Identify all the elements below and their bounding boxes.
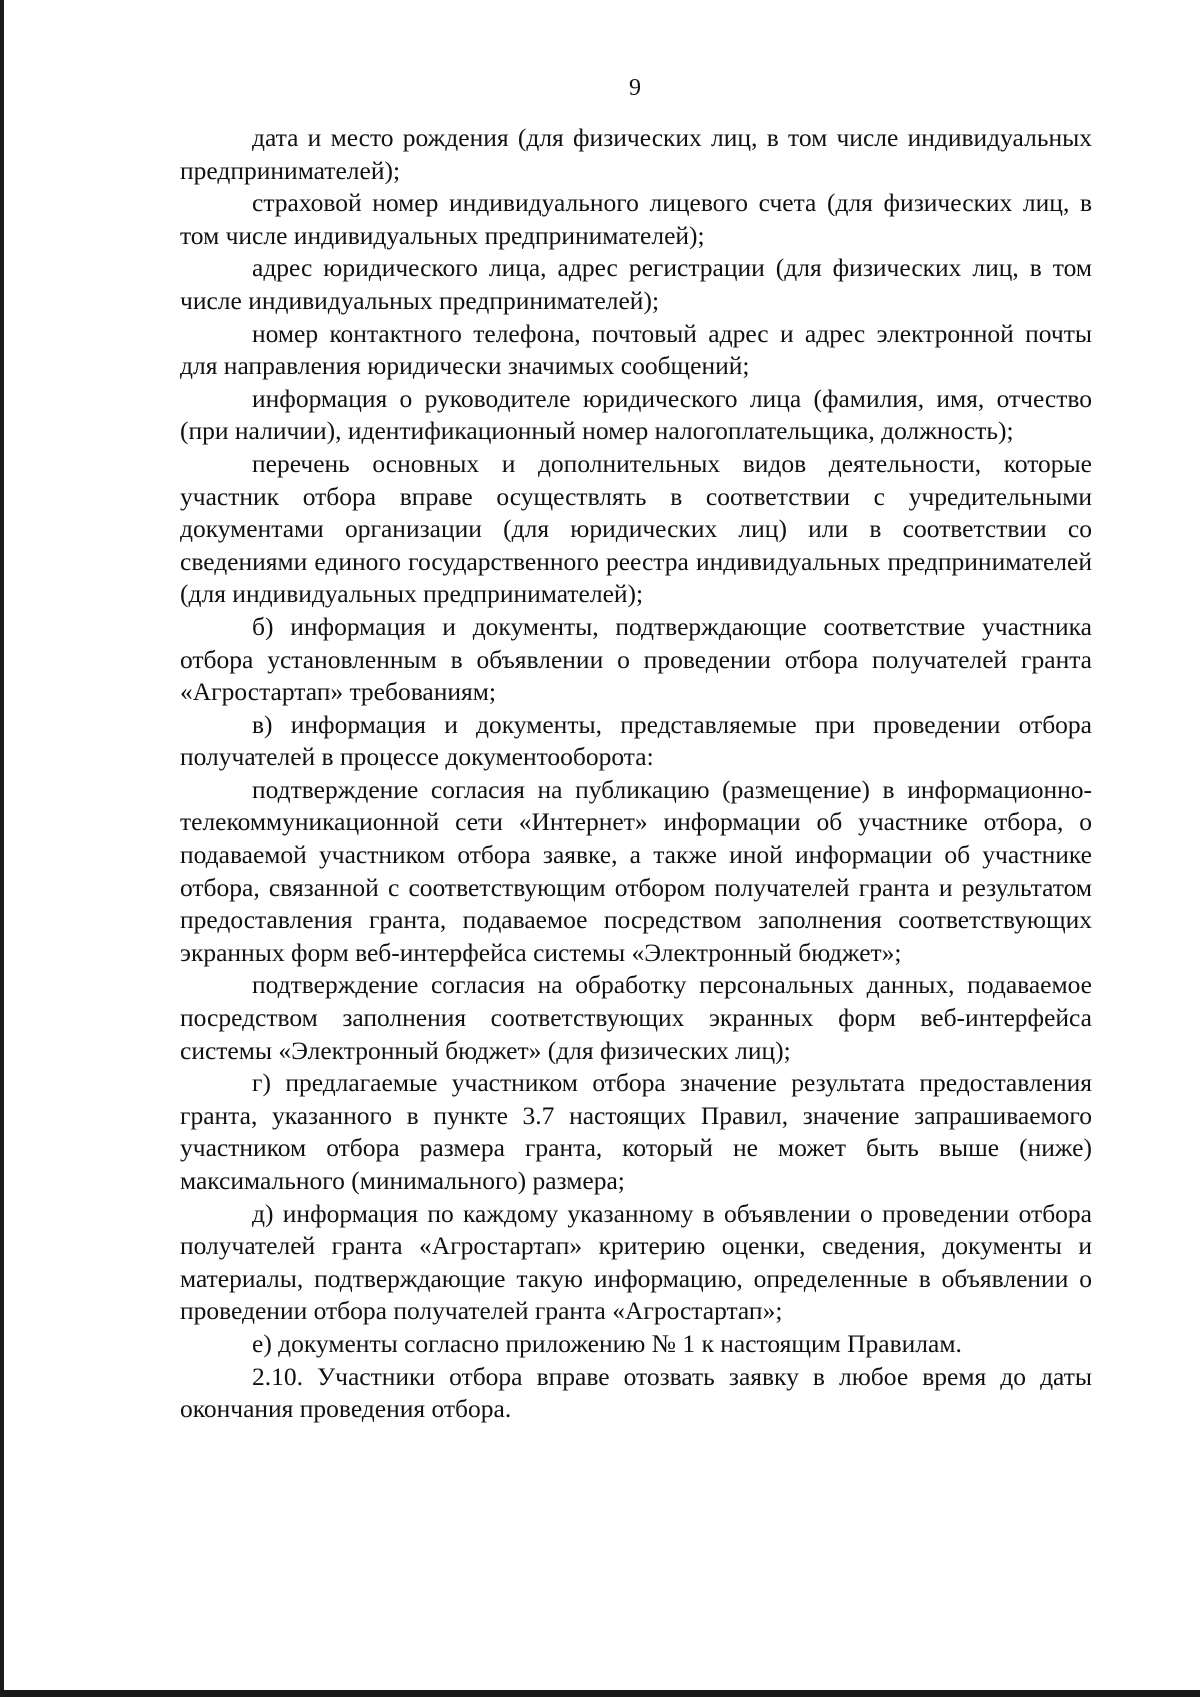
scan-edge-left: [0, 0, 4, 1697]
paragraph-2-10: 2.10. Участники отбора вправе отозвать заявку в любое время до даты окончания проведения отбора.: [180, 1361, 1092, 1424]
page-number: 9: [629, 75, 641, 101]
document-body: [180, 122, 1092, 1426]
paragraph-item-g: г) предлагаемые участником отбора значение результата предоставления гранта, указанного в пункте 3.7 настоящих Правил, значение запрашиваемого участником отбора размера гранта, который не может быть выше (ниже) максимального (минимального) размера;: [180, 1068, 1092, 1195]
paragraph-legal-address: адрес юридического лица, адрес регистрации (для физических лиц, в том числе индивидуальных предпринимателей);: [180, 253, 1092, 315]
paragraph-personal-data-consent: подтверждение согласия на обработку персональных данных, подаваемое посредством заполнения соответствующих экранных форм веб-интерфейса системы «Электронный бюджет» (для физических лиц);: [180, 970, 1092, 1065]
paragraph-birth-date-place: дата и место рождения (для физических лиц, в том числе индивидуальных предпринимателей);: [180, 123, 1092, 185]
paragraph-item-d: д) информация по каждому указанному в объявлении о проведении отбора получателей гранта «Агростартап» критерию оценки, сведения, документы и материалы, подтверждающие такую информацию, определенные в объявлении о проведении отбора получателей гранта «Агростартап»;: [180, 1198, 1092, 1326]
paragraph-insurance-number: страховой номер индивидуального лицевого счета (для физических лиц, в том числе индивидуальных предпринимателей);: [180, 188, 1092, 250]
paragraph-item-b: б) информация и документы, подтверждающие соответствие участника отбора установленным в объявлении о проведении отбора получателей гранта «Агростартап» требованиям;: [180, 611, 1092, 707]
paragraph-item-v: в) информация и документы, представляемые при проведении отбора получателей в процессе документооборота:: [180, 709, 1092, 772]
paragraph-activity-list: перечень основных и дополнительных видов деятельности, которые участник отбора вправе осуществлять в соответствии с учредительными документами организации (для юридических лиц) или в соответствии со сведениями единого государственного реестра индивидуальных предпринимателей (для индивидуальных предпринимателей);: [180, 448, 1092, 609]
paragraph-publication-consent: подтверждение согласия на публикацию (размещение) в информационно-телекоммуникационной сети «Интернет» информации об участнике отбора, о подаваемой участником отбора заявке, а также иной информации об участнике отбора, связанной с соответствующим отбором получателей гранта и результатом предоставления гранта, подаваемое посредством заполнения соответствующих экранных форм веб-интерфейса системы «Электронный бюджет»;: [180, 774, 1092, 967]
paragraph-head-info: информация о руководителе юридического лица (фамилия, имя, отчество (при наличии), идентификационный номер налогоплательщика, должность);: [180, 383, 1092, 446]
paragraph-item-e: е) документы согласно приложению № 1 к настоящим Правилам.: [252, 1328, 962, 1358]
scan-edge-bottom: [0, 1690, 1200, 1697]
paragraph-contact-phone: номер контактного телефона, почтовый адрес и адрес электронной почты для направления юридически значимых сообщений;: [180, 318, 1092, 381]
